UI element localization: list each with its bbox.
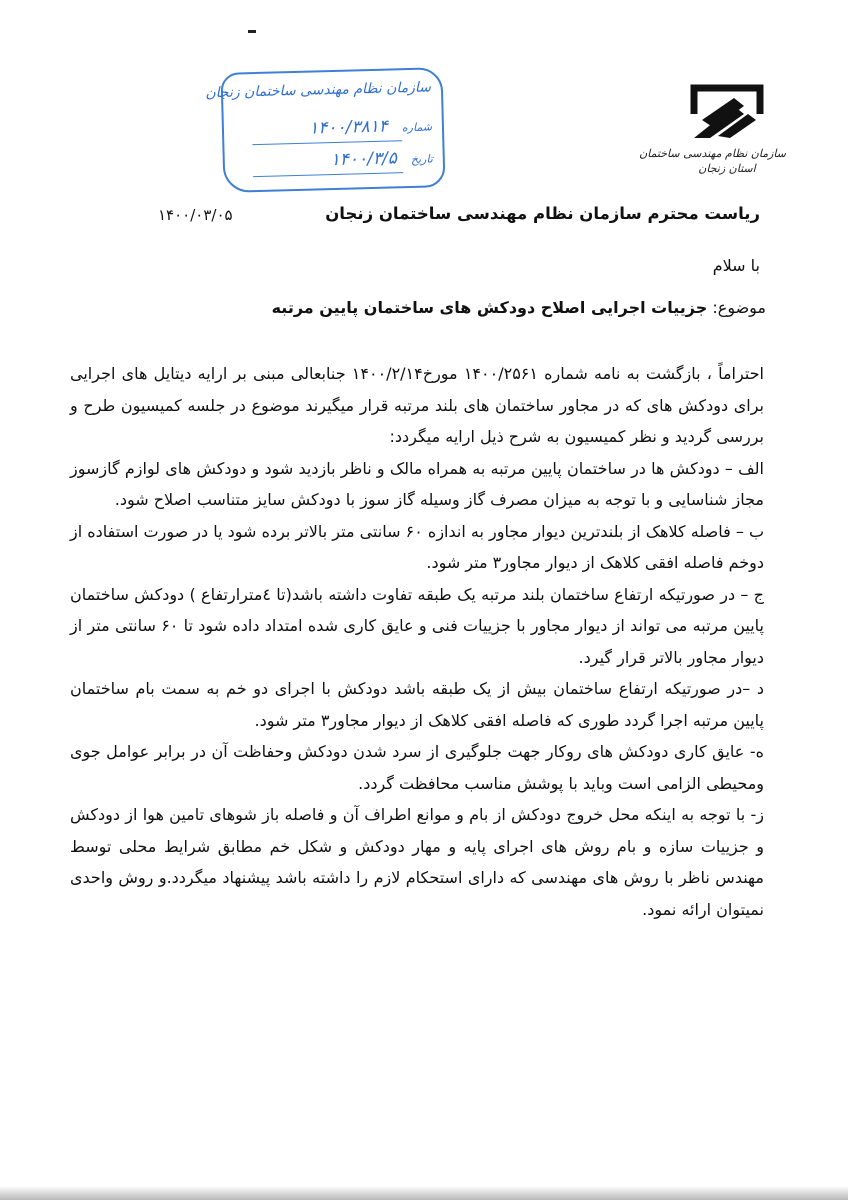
- stamp-date-label: تاریخ: [410, 152, 433, 166]
- stamp-date-value: ۱۴۰۰/۳/۵: [330, 148, 398, 171]
- letter-subject: [272, 298, 766, 317]
- logo-province: استان زنجان: [698, 162, 756, 175]
- subject-text: جزییات اجرایی اصلاح دودکش های ساختمان پایین مرتبه: [271, 298, 708, 317]
- paragraph-be: ب – فاصله کلاهک از بلندترین دیوار مجاور به اندازه ۶۰ سانتی متر بالاتر برده شود یا در صورت استفاده از دوخم فاصله افقی کلاهک از دیوار مجاور۳ متر شود.: [70, 521, 765, 572]
- stamp-org-name: سازمان نظام مهندسی ساختمان زنجان: [205, 79, 432, 102]
- registration-stamp: [205, 67, 445, 193]
- paragraph-intro: احتراماً ، بازگشت به نامه شماره ۱۴۰۰/۲۵۶۱ مورخ۱۴۰۰/۲/۱۴ جنابعالی مبنی بر ارایه دیتایل های اجرایی برای دودکش های که در مجاور ساختمان های بلند مرتبه قرار میگیرند موضوع در جلسه کمیسیون طرح و بررسی گردید و نظر کمیسیون به شرح ذیل ارایه میگردد:: [70, 364, 764, 446]
- stamp-divider: [253, 172, 403, 177]
- stamp-number-label: شماره: [401, 120, 433, 135]
- scan-edge: [0, 1186, 848, 1200]
- paragraph-he: ه- عایق کاری دودکش های روکار جهت جلوگیری از سرد شدن دودکش وحفاظت آن در برابر عوامل جوی ومحیطی الزامی است وباید با پوشش مناسب محافظت گردد.: [70, 742, 764, 793]
- stamp-divider: [252, 140, 402, 145]
- engineering-organization-emblem-icon: [688, 78, 766, 142]
- paragraph-alef: الف – دودکش ها در ساختمان پایین مرتبه به همراه مالک و ناظر بازدید شود و دودکش های لوازم گازسوز مجاز شناسایی و با توجه به میزان مصرف گاز وسیله گاز سوز با دودکش سایز متناسب اصلاح شود.: [70, 458, 764, 509]
- letter-body: [70, 358, 764, 925]
- letter-recipient: ریاست محترم سازمان نظام مهندسی ساختمان زنجان: [325, 204, 760, 223]
- paragraph-ze: ز- با توجه به اینکه محل خروج دودکش از بام و موانع اطراف آن و فاصله باز شوهای تامین هوا از دودکش و جزییات سازه و بام روش های اجرای پایه و مهار دودکش و شکل خم مطابق شرایط محلی توسط مهندس ناظر با روش های مهندسی که دارای استحکام لازم را داشته باشد پیشنهاد میگردد.و روش واحدی نمیتوان ارائه نمود.: [70, 805, 764, 919]
- subject-label: موضوع:: [712, 298, 766, 317]
- scan-mark: [248, 30, 256, 33]
- paragraph-jim: ج – در صورتیکه ارتفاع ساختمان بلند مرتبه یک طبقه تفاوت داشته باشد(تا ٤مترارتفاع ) دودکش ساختمان پایین مرتبه می تواند از دیوار مجاور با جزییات فنی و عایق کاری شده امتداد داده شود تا ۶۰ سانتی متر از دیوار مجاور بالاتر قرار گیرد.: [70, 584, 765, 667]
- letter-date: ۱۴۰۰/۰۳/۰۵: [158, 206, 233, 224]
- logo-org-name: سازمان نظام مهندسی ساختمان: [639, 147, 786, 160]
- letter-greeting: با سلام: [712, 256, 760, 275]
- organization-logo: [639, 78, 786, 176]
- paragraph-dal: د –در صورتیکه ارتفاع ساختمان بیش از یک طبقه باشد دودکش با اجرای دو خم به سمت بام ساختمان پایین مرتبه اجرا گردد طوری که فاصله افقی کلاهک از دیوار مجاور۳ متر شود.: [70, 679, 764, 730]
- stamp-number-value: ۱۴۰۰/۳۸۱۴: [308, 116, 389, 139]
